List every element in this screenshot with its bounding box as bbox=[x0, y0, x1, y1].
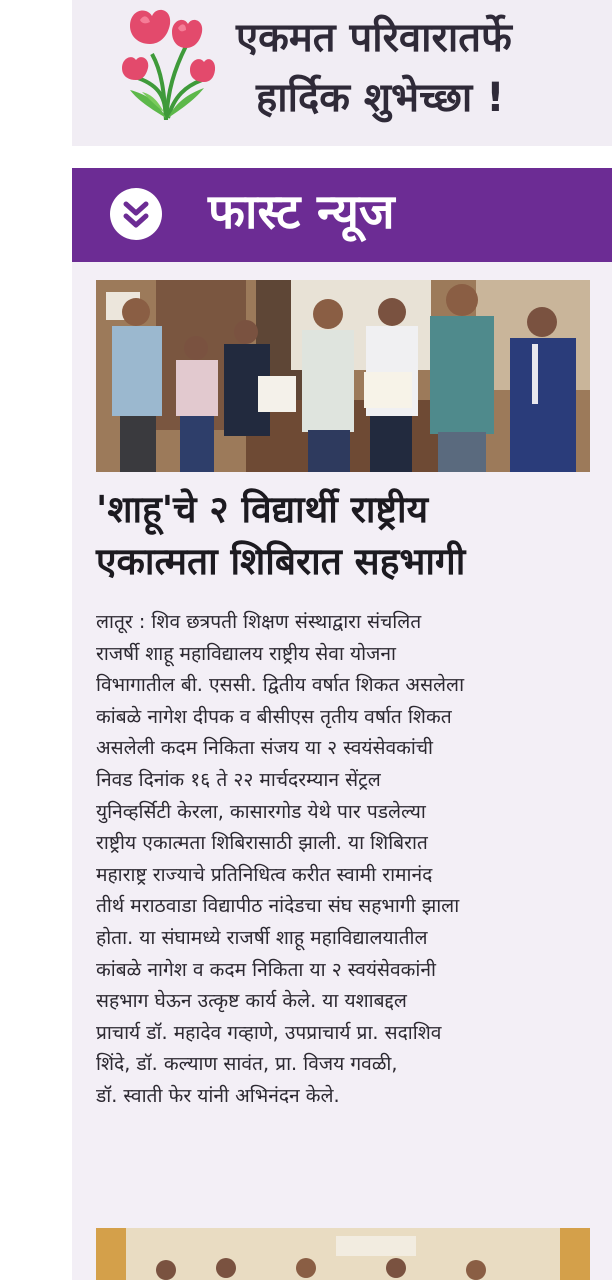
body-line: तीर्थ मराठवाडा विद्यापीठ नांदेडचा संघ सहभागी झाला bbox=[96, 894, 460, 918]
greeting-line-1: एकमत परिवारातर्फे bbox=[236, 15, 512, 61]
section-title: फास्ट न्यूज bbox=[208, 184, 395, 240]
article-body bbox=[96, 606, 592, 1112]
body-line: राजर्षी शाहू महाविद्यालय राष्ट्रीय सेवा योजना bbox=[96, 641, 396, 665]
news-column bbox=[72, 0, 612, 1280]
body-line: कांबळे नागेश व कदम निकिता या २ स्वयंसेवकांनी bbox=[96, 957, 437, 981]
body-line: लातूर : शिव छत्रपती शिक्षण संस्थाद्वारा संचलित bbox=[96, 610, 422, 633]
body-line: डॉ. स्वाती फेर यांनी अभिनंदन केले. bbox=[96, 1083, 340, 1107]
article-headline bbox=[96, 484, 596, 588]
tulip-flowers-icon bbox=[116, 2, 216, 120]
body-line: कांबळे नागेश दीपक व बीसीएस तृतीय वर्षात शिकत bbox=[96, 704, 452, 728]
headline-line: 'शाहू'चे २ विद्यार्थी राष्ट्रीय bbox=[96, 488, 429, 531]
divider-gap bbox=[72, 146, 612, 168]
body-line: युनिव्हर्सिटी केरला, कासारगोड येथे पार पडलेल्या bbox=[96, 799, 426, 823]
body-line: शिंदे, डॉ. कल्याण सावंत, प्रा. विजय गवळी, bbox=[96, 1052, 398, 1076]
body-line: असलेली कदम निकिता संजय या २ स्वयंसेवकांची bbox=[96, 736, 434, 760]
body-line: होता. या संघामध्ये राजर्षी शाहू महाविद्यालयातील bbox=[96, 925, 428, 949]
body-line: राष्ट्रीय एकात्मता शिबिरासाठी झाली. या शिबिरात bbox=[96, 831, 428, 855]
body-line: सहभाग घेऊन उत्कृष्ट कार्य केले. या यशाबद्दल bbox=[96, 989, 407, 1013]
greeting-line-2: हार्दिक शुभेच्छा ! bbox=[256, 75, 505, 121]
body-line: प्राचार्य डॉ. महादेव गव्हाणे, उपप्राचार्य प्रा. सदाशिव bbox=[96, 1020, 442, 1044]
next-article-photo bbox=[96, 1228, 590, 1280]
headline-line: एकात्मता शिबिरात सहभागी bbox=[96, 540, 466, 583]
greeting-banner bbox=[72, 0, 612, 146]
body-line: निवड दिनांक १६ ते २२ मार्चदरम्यान सेंट्रल bbox=[96, 767, 381, 791]
news-photo bbox=[96, 280, 590, 472]
double-chevron-down-icon[interactable] bbox=[110, 188, 162, 240]
body-line: महाराष्ट्र राज्याचे प्रतिनिधित्व करीत स्वामी रामानंद bbox=[96, 862, 433, 886]
body-line: विभागातील बी. एससी. द्वितीय वर्षात शिकत असलेला bbox=[96, 673, 465, 697]
section-header bbox=[72, 168, 612, 262]
